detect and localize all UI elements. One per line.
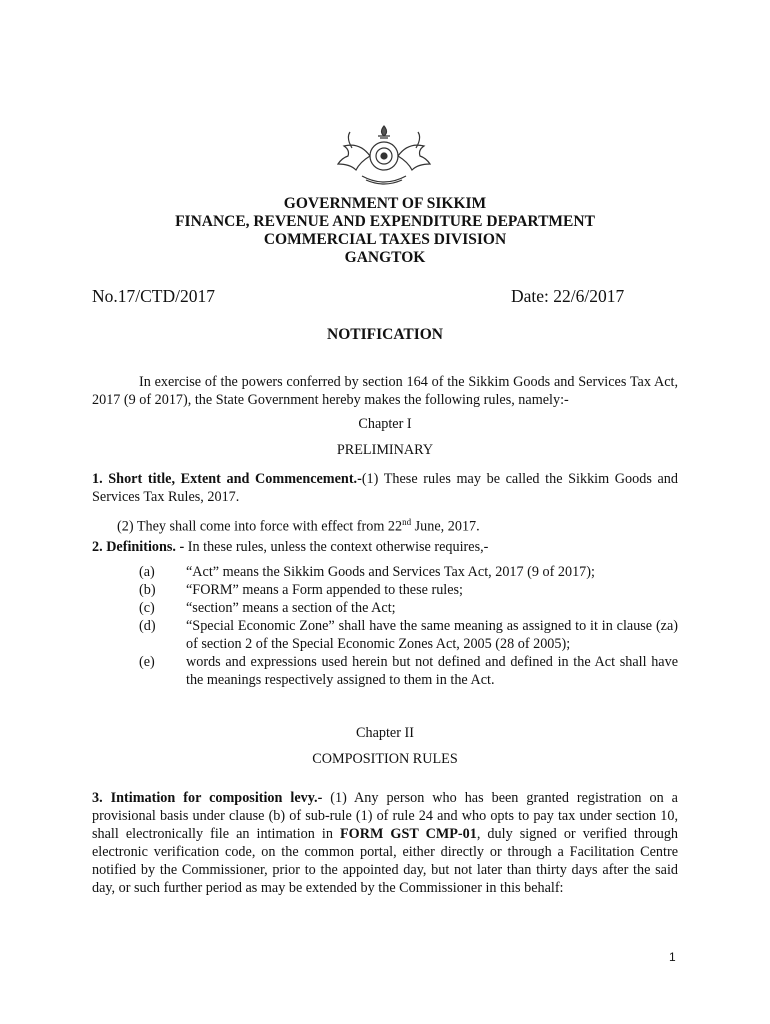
rule-3-heading: 3. Intimation for composition levy.- — [92, 790, 323, 806]
rule-2-heading: 2. Definitions. - — [92, 539, 185, 555]
list-item: (b) “FORM” means a Form appended to these rules; — [139, 582, 463, 598]
definitions-list — [92, 563, 678, 689]
notification-title: NOTIFICATION — [327, 326, 443, 343]
rule-1-text: (1) These rules may be called the Sikkim Goods and Services Tax Rules, 2017. — [92, 471, 678, 505]
list-item: (d) “Special Economic Zone” shall have the same meaning as assigned to it in clause (za) of section 2 of the Special Economic Zones Act, 2005 (28 of 2005); — [139, 618, 678, 652]
preamble: In exercise of the powers conferred by section 164 of the Sikkim Goods and Services Tax Act, 2017 (9 of 2017), the State Government hereby makes the following rules, namely:- — [92, 374, 678, 408]
rule-2-text: In these rules, unless the context otherwise requires,- — [184, 539, 489, 555]
chapter-2-title: COMPOSITION RULES — [312, 751, 458, 767]
list-item: (c) “section” means a section of the Act; — [139, 600, 396, 616]
header-city: GANGTOK — [344, 249, 426, 266]
chapter-1-heading: Chapter I — [358, 416, 412, 432]
rule-3: 3. Intimation for composition levy.- (1) Any person who has been granted registration on a provisional basis under clause (b) of sub-rule (1) of rule 24 and who opts to pay tax under section 10, shall electronically file an intimation in FORM GST CMP-01, duly signed or verified through electronic verification code, on the common portal, either directly or through a Facilitation Centre notified by the Commissioner, prior to the appointed day, but not later than thirty days after the said day, or such further period as may be extended by the Commissioner in this behalf: — [92, 790, 679, 896]
sikkim-state-emblem-icon — [322, 118, 446, 190]
rule-1 — [92, 470, 678, 506]
list-item: (e) words and expressions used herein but not defined and defined in the Act shall have the meanings respectively assigned to them in the Act. — [139, 654, 678, 688]
notification-date: Date: 22/6/2017 — [511, 286, 625, 306]
page-number: 1 — [669, 950, 676, 964]
chapter-1-title: PRELIMINARY — [336, 442, 434, 458]
rule-1-subrule-2: (2) They shall come into force with effect from 22nd June, 2017. — [117, 517, 480, 535]
header-department: FINANCE, REVENUE AND EXPENDITURE DEPARTMENT — [175, 213, 595, 230]
notification-number: No.17/CTD/2017 — [92, 286, 215, 306]
header-division: COMMERCIAL TAXES DIVISION — [263, 231, 507, 248]
list-item: (a) “Act” means the Sikkim Goods and Services Tax Act, 2017 (9 of 2017); — [139, 564, 595, 580]
form-reference: FORM GST CMP-01 — [340, 826, 477, 842]
header-government: GOVERNMENT OF SIKKIM — [283, 195, 487, 212]
rule-1-heading: 1. Short title, Extent and Commencement.- — [92, 471, 362, 487]
rule-2 — [92, 538, 678, 556]
chapter-2-heading: Chapter II — [356, 725, 414, 741]
